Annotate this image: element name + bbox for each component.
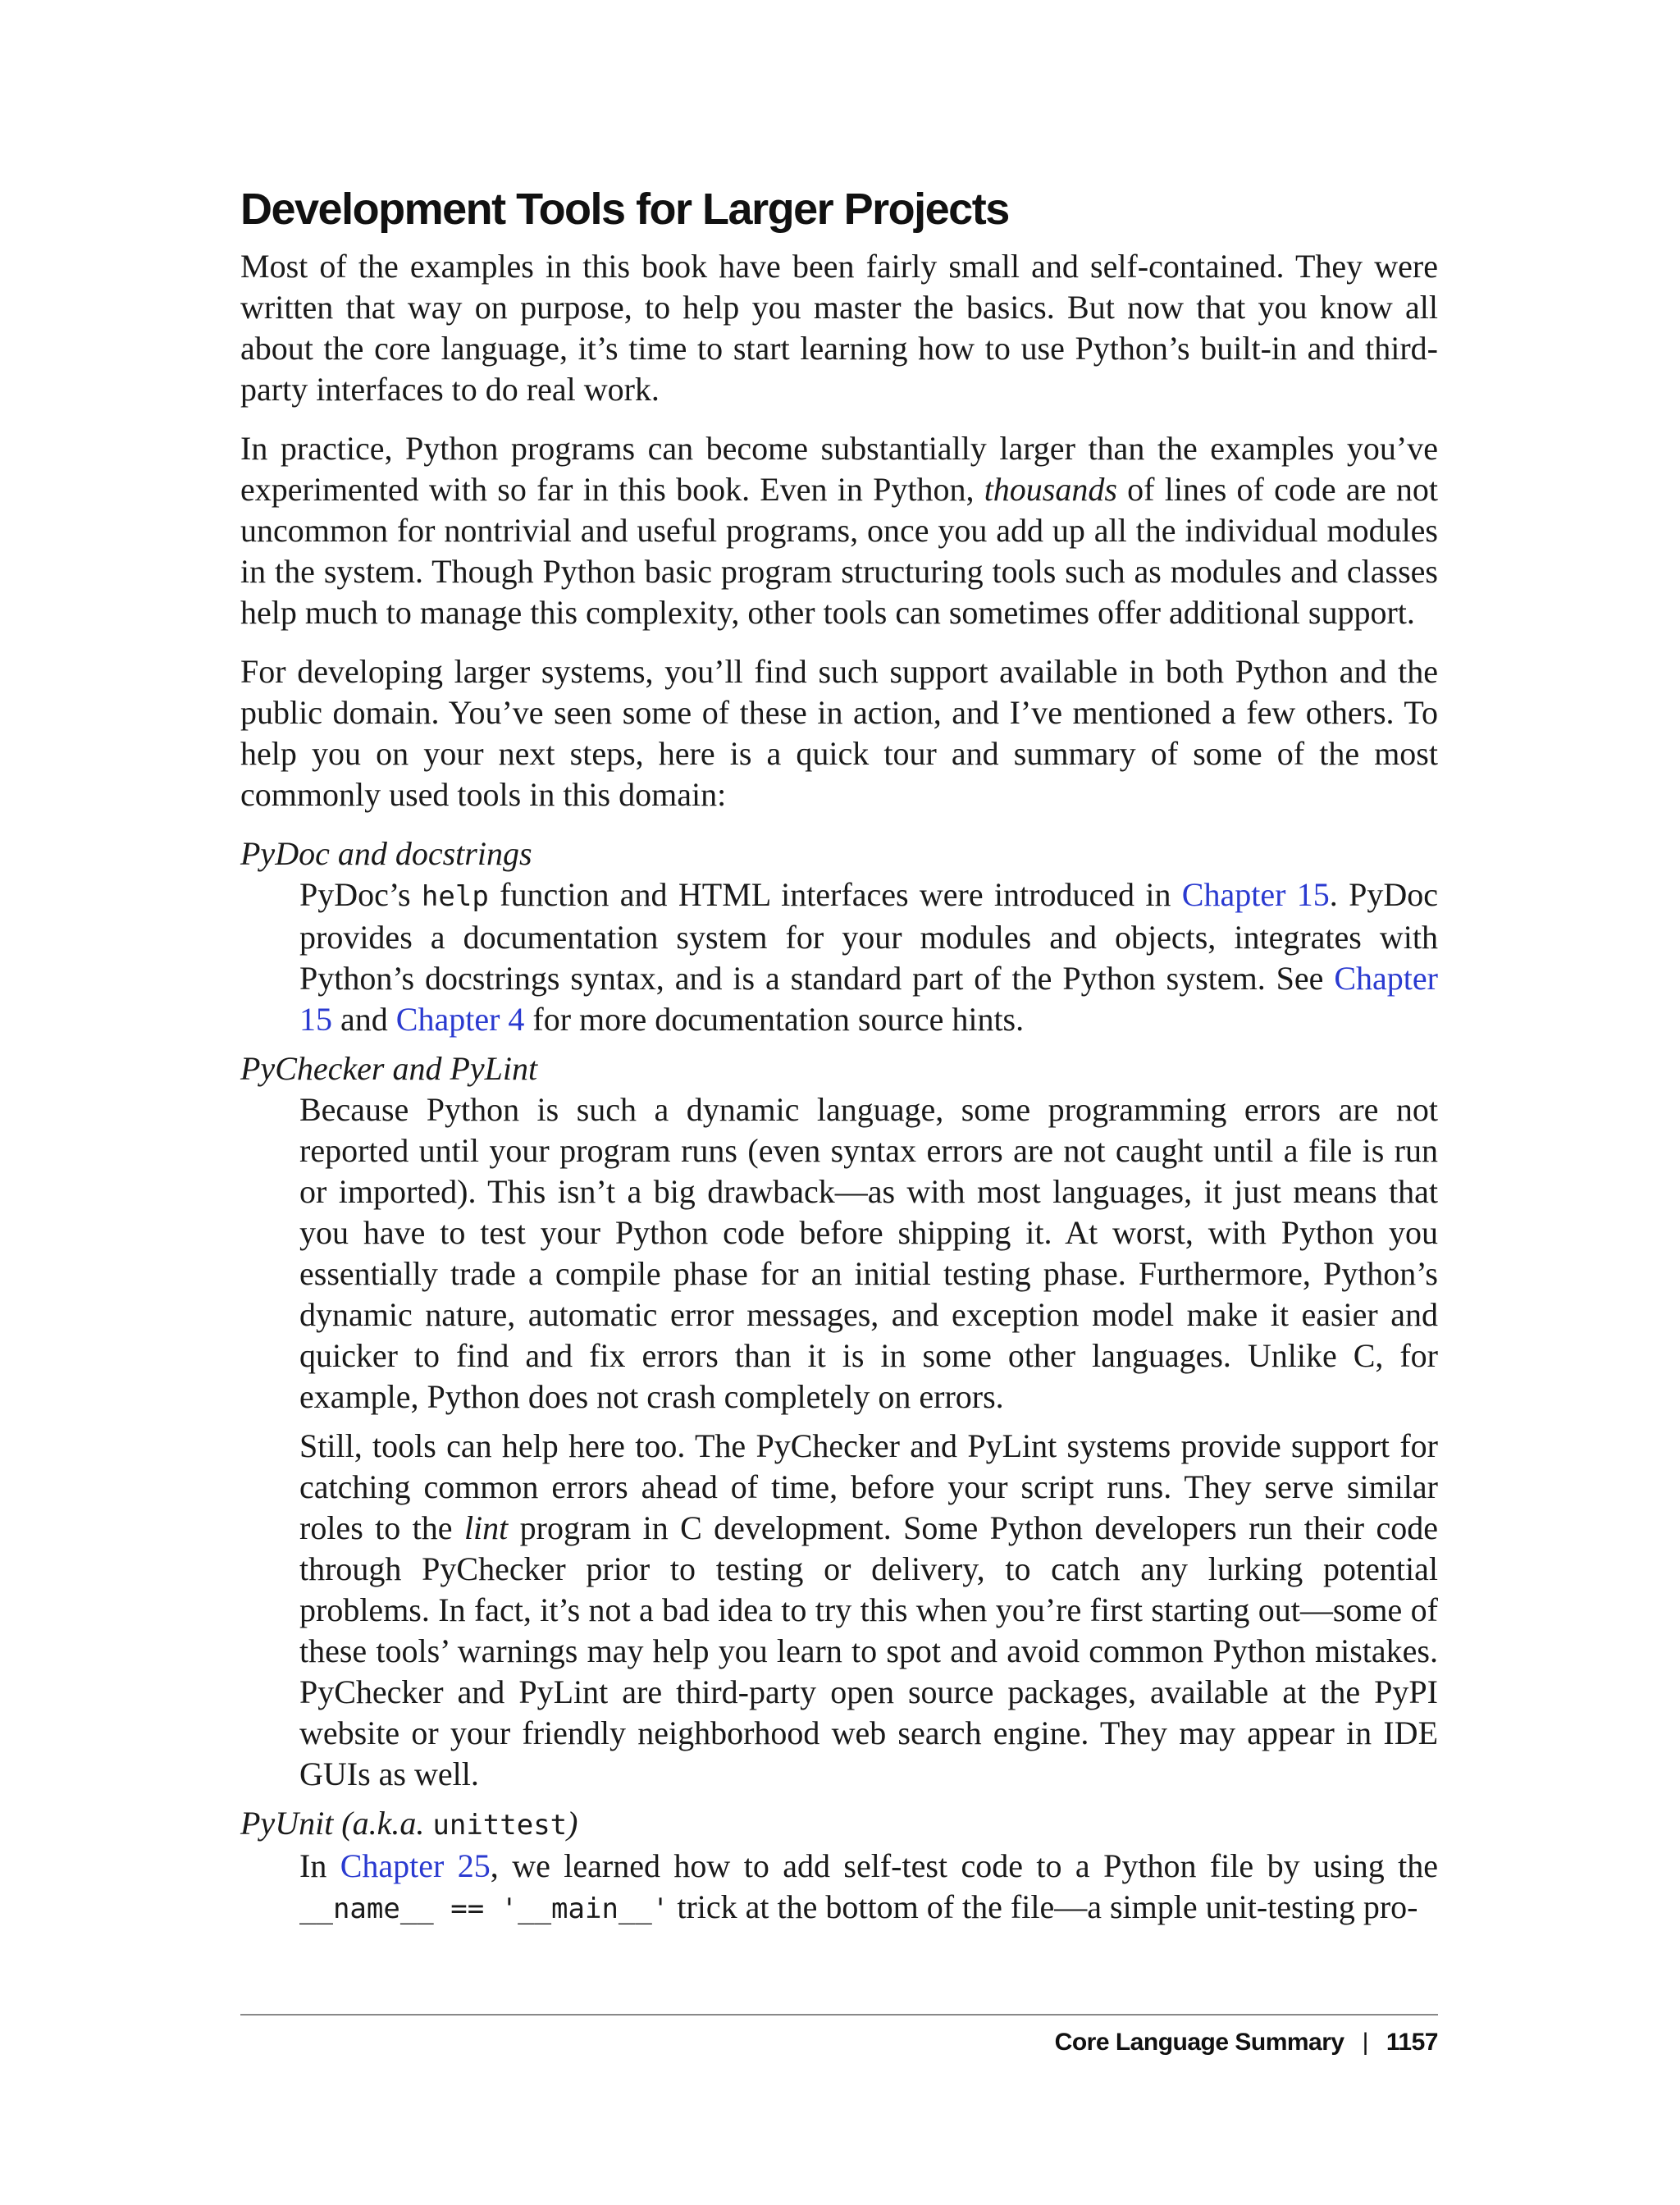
link-chapter-15-a[interactable]: Chapter 15	[1181, 876, 1330, 913]
pydoc-text-5: for more documentation source hints.	[524, 1001, 1025, 1038]
link-chapter-4[interactable]: Chapter 4	[395, 1001, 525, 1038]
pydoc-text-3: . PyDoc provides a documentation system for your modules and objects, integrates with Python’s docstrings syntax, and is a standard part of the Python system. See	[299, 876, 1438, 997]
term-pyunit	[240, 1803, 1438, 1846]
pychecker-text-b: program in C development. Some Python developers run their code through PyChecker prior to testing or delivery, to catch any lurking potential problems. In fact, it’s not a bad idea to try this when you’re first starting out—some of these tools’ warnings may help you learn to spot and avoid common Python mistakes. PyChecker and PyLint are third-party open source packages, available at the PyPI website or your friendly neighborhood web search engine. They may appear in IDE GUIs as well.	[299, 1509, 1439, 1792]
code-help: help	[421, 880, 489, 913]
page-number: 1157	[1386, 2029, 1438, 2056]
pychecker-text-a: Still, tools can help here too. The PyChecker and PyLint systems provide support for catching common errors ahead of time, before your script runs. They serve similar roles to the	[299, 1427, 1438, 1546]
footer-separator: |	[1362, 2029, 1368, 2056]
definition-pydoc	[299, 874, 1438, 1040]
paragraph-larger-systems: For developing larger systems, you’ll find such support available in both Python and the public domain. You’ve seen some of these in action, and I’ve mentioned a few others. To help you on your next steps, here is a quick tour and summary of some of the most commonly used tools in this domain:	[240, 653, 1438, 813]
pychecker-paragraph-1: Because Python is such a dynamic language, some programming errors are not reported until your program runs (even syntax errors are not caught until a file is run or imported). This isn’t a big drawback—as with most languages, it just means that you have to test your Python code before shipping it. At worst, with Python you essentially trade a compile phase for an initial testing phase. Furthermore, Python’s dynamic nature, automatic error messages, and exception model make it easier and quicker to find and fix errors than it is in some other languages. Unlike C, for example, Python does not crash completely on errors.	[299, 1091, 1438, 1415]
pydoc-text-1: PyDoc’s	[299, 876, 422, 913]
pyunit-term-text-a: PyUnit (a.k.a.	[240, 1805, 433, 1842]
term-pychecker: PyChecker and PyLint	[240, 1050, 538, 1087]
paragraph-practice	[240, 428, 1438, 633]
pyunit-text-3: trick at the bottom of the file—a simple unit-testing pro-	[669, 1888, 1418, 1925]
pychecker-paragraph-2	[299, 1426, 1438, 1795]
term-pydoc: PyDoc and docstrings	[240, 835, 532, 872]
section-heading: Development Tools for Larger Projects	[240, 185, 1009, 234]
emphasis-lint: lint	[463, 1509, 509, 1546]
pyunit-text-2: , we learned how to add self-test code to a Python file by using the	[490, 1847, 1438, 1884]
paragraph-practice-text-a: In practice, Python programs can become substantially larger than the examples you’ve experimented with so far in this book. Even in Python,	[240, 430, 1438, 508]
paragraph-intro: Most of the examples in this book have been fairly small and self-contained. They were written that way on purpose, to help you master the basics. But now that you know all about the core language, it’s time to start learning how to use Python’s built-in and third-party interfaces to do real work.	[240, 248, 1438, 408]
pydoc-text-4: and	[332, 1001, 396, 1038]
code-name-main: __name__ == '__main__'	[299, 1892, 669, 1925]
pydoc-paragraph	[299, 874, 1438, 1040]
pyunit-term-text-b: )	[567, 1805, 578, 1842]
page-content	[240, 180, 1438, 1938]
link-chapter-15-b[interactable]: Chapter 15	[299, 960, 1438, 1038]
code-unittest: unittest	[432, 1809, 568, 1842]
paragraph-practice-text-b: of lines of code are not uncommon for nontrivial and useful programs, once you add up all the individual modules in the system. Though Python basic program structuring tools such as modules and classes help much to manage this complexity, other tools can sometimes offer additional support.	[240, 471, 1438, 631]
page-footer	[1055, 2026, 1438, 2059]
emphasis-thousands: thousands	[984, 471, 1117, 508]
pyunit-text-1: In	[299, 1847, 340, 1884]
definition-pychecker	[299, 1089, 1438, 1795]
link-chapter-25[interactable]: Chapter 25	[340, 1847, 491, 1884]
pydoc-text-2: function and HTML interfaces were introduced in	[488, 876, 1182, 913]
pyunit-paragraph	[299, 1846, 1438, 1929]
footer-section-title: Core Language Summary	[1054, 2029, 1344, 2056]
footer-rule	[240, 2014, 1438, 2016]
definition-pyunit	[299, 1846, 1438, 1929]
